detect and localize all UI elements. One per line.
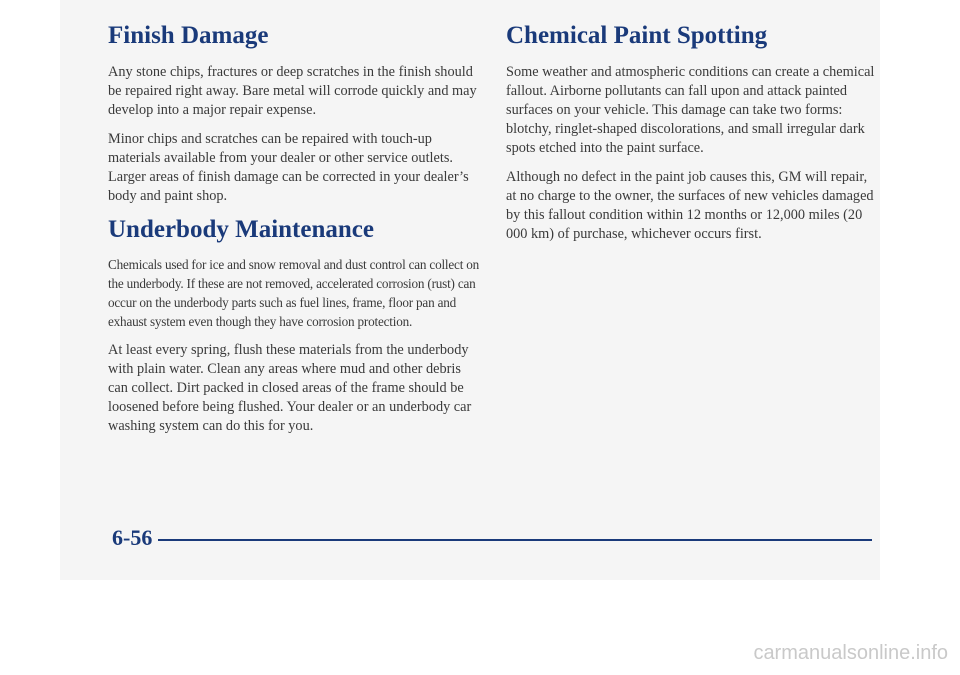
finish-damage-heading: Finish Damage xyxy=(108,22,269,49)
finish-damage-paragraph-2: Minor chips and scratches can be repaired with touch-up materials available from your dealer or other service outlets. Larger areas of finish damage can be corrected in your dealer’s body and paint shop. xyxy=(108,130,469,204)
underbody-paragraph-2: At least every spring, flush these materials from the underbody with plain water. Clean any areas where mud and other debris can collect. Dirt packed in closed areas of the frame should be loosened before being flushed. Your dealer or an underbody car washing system can do this for you. xyxy=(108,341,472,434)
chemical-paragraph-2: Although no defect in the paint job causes this, GM will repair, at no charge to the owner, the surfaces of new vehicles damaged by this fallout condition within 12 months or 12,000 miles (20 000 km) of purchase, whichever occurs first. xyxy=(506,168,874,242)
right-column xyxy=(506,22,878,254)
left-column xyxy=(108,22,480,446)
finish-damage-paragraph-1: Any stone chips, fractures or deep scratches in the finish should be repaired right away. Bare metal will corrode quickly and may develop into a major repair expense. xyxy=(108,63,477,118)
page-footer xyxy=(112,523,872,553)
chemical-paint-spotting-heading: Chemical Paint Spotting xyxy=(506,22,768,49)
footer-rule xyxy=(158,539,872,541)
underbody-maintenance-heading: Underbody Maintenance xyxy=(108,215,374,243)
underbody-paragraph-1: Chemicals used for ice and snow removal and dust control can collect on the underbody. If these are not removed, accelerated corrosion (rust) can occur on the underbody parts such as fuel lines, frame, floor pan and exhaust system even though they have corrosion protection. xyxy=(108,256,480,329)
page-number: 6-56 xyxy=(112,525,153,550)
chemical-paragraph-1: Some weather and atmospheric conditions can create a chemical fallout. Airborne pollutants can fall upon and attack painted surfaces on your vehicle. This damage can take two forms: blotchy, ringlet-shaped discolorations, and small irregular dark spots etched into the paint surface. xyxy=(506,63,875,156)
watermark: carmanualsonline.info xyxy=(753,642,948,664)
